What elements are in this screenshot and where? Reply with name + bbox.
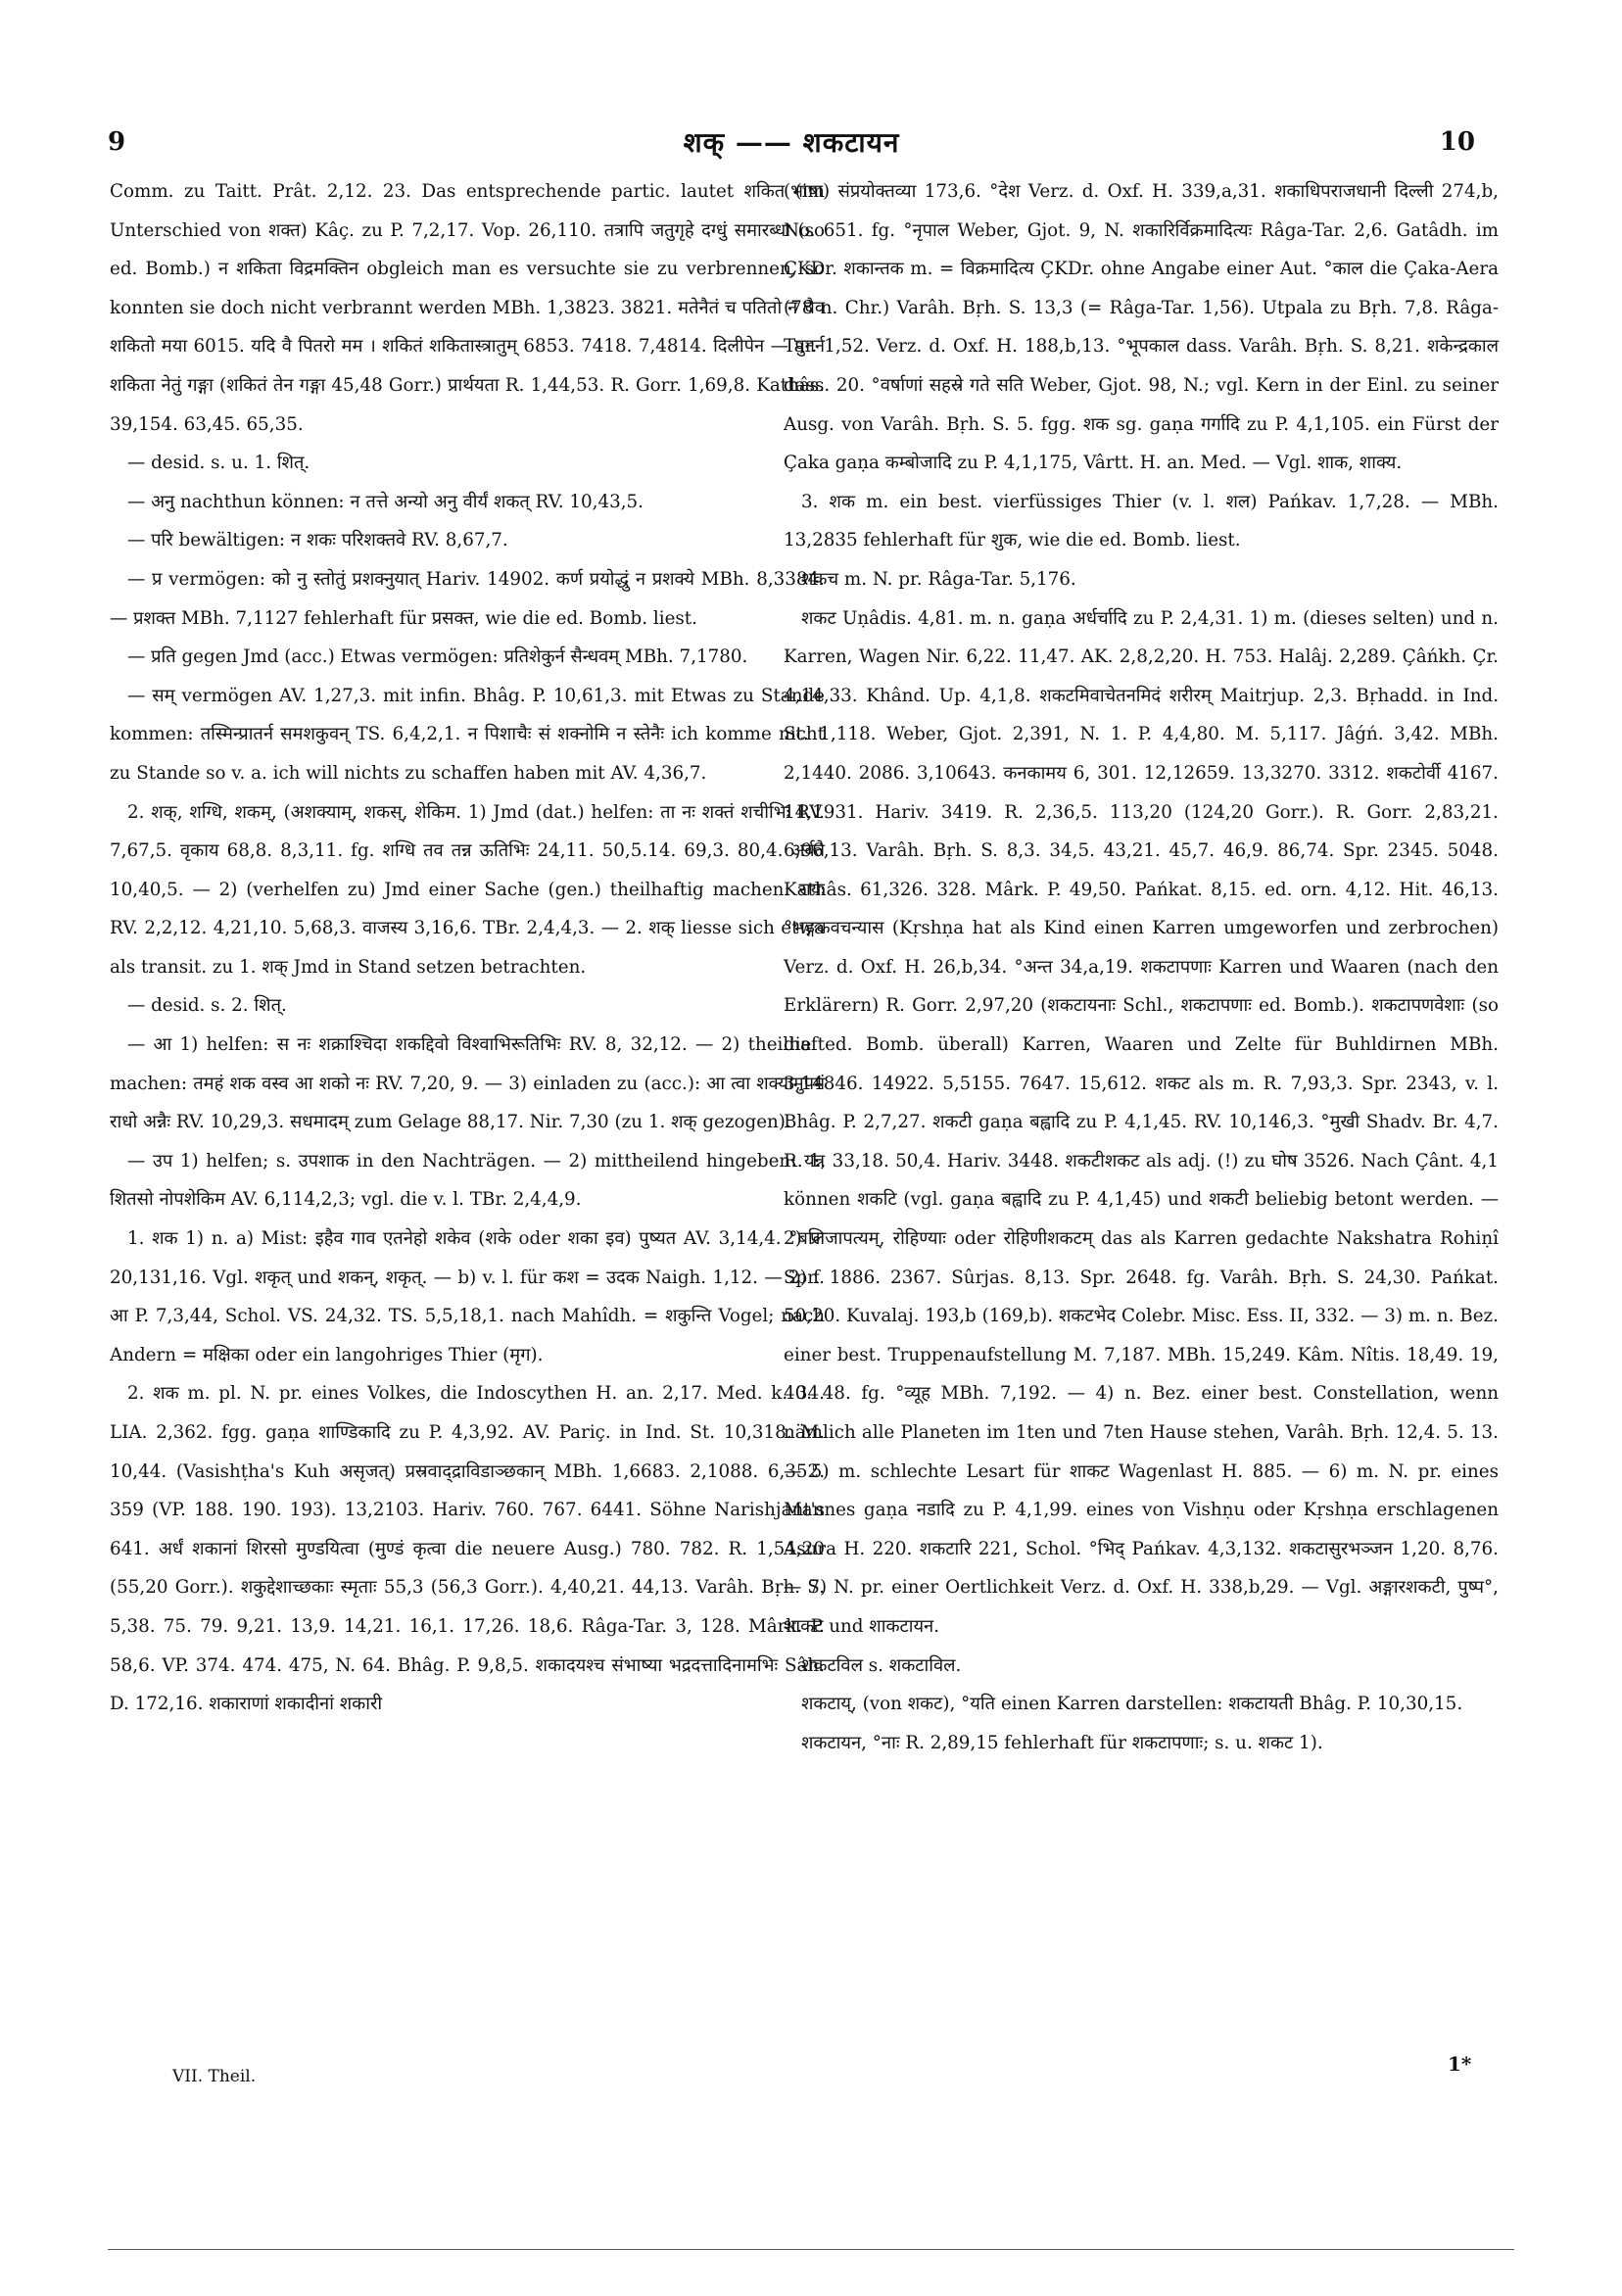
page-header — [108, 118, 1475, 167]
page-number-right: 10 — [1439, 127, 1475, 157]
entry-paragraph: Comm. zu Taitt. Prât. 2,12. 23. Das entsprechende partic. lautet शकित (im Unterschied von शक्त) Kâç. zu P. 7,2,17. Vop. 26,110. तत्रापि जतुगृहे दग्धुं समारब्धा (so ed. Bomb.) न शकिता विद्रमक्तिन obgleich man es versuchte sie zu verbrennen, so konnten sie doch nicht verbrannt werden MBh. 1,3823. 3821. मतेनैतं च पतितो न चैव शकितो मया 6015. यदि वै पितरो मम । शकितं शकितास्त्रातुम् 6853. 7418. 7,4814. दिलीपेन — पुनर्न शकिता नेतुं गङ्गा (शकितं तेन गङ्गा 45,48 Gorr.) प्रार्थयता R. 1,44,53. R. Gorr. 1,69,8. Kathâs. 39,154. 63,45. 65,35. — [110, 181, 825, 435]
entry-paragraph: — desid. s. u. 1. शित्. — [127, 453, 310, 474]
entry-paragraph: — अनु nachthun können: न तत्ते अन्यो अनु वीर्यं शकत् RV. 10,43,5. — [127, 491, 644, 512]
volume-label: VII. Theil. — [172, 2067, 257, 2086]
right-column — [784, 172, 1499, 1762]
entry-paragraph: — प्र vermögen: को नु स्तोतुं प्रशक्नुयात् Hariv. 14902. कर्ण प्रयोद्धुं न प्रशक्ये MBh. 8,3384. — प्रशक्त MBh. 7,1127 fehlerhaft für प्रसक्त, wie die ed. Bomb. liest. — [110, 568, 825, 629]
entry-paragraph: 1. शक 1) n. a) Mist: इहैव गाव एतनेहो शकेव (शके oder शका इव) पुष्यत AV. 3,14,4. °बलि 20,131,16. Vgl. शकृत् und शकन्, शकृत्. — b) v. l. für कश = उदक Naigh. 1,12. — 2) f. आ P. 7,3,44, Schol. VS. 24,32. TS. 5,5,18,1. nach Mahîdh. = शकुन्ति Vogel; nach Andern = मक्षिका oder ein langohriges Thier (मृग). — [110, 1228, 825, 1365]
entry-paragraph: शकट Uṇâdis. 4,81. m. n. gaṇa अर्धर्चादि zu P. 2,4,31. 1) m. (dieses selten) und n. Karren, Wagen Nir. 6,22. 11,47. AK. 2,8,2,20. H. 753. Halâj. 2,289. Çâńkh. Çr. 4,14,33. Khând. Up. 4,1,8. शकटमिवाचेतनमिदं शरीरम् Maitrjup. 2,3. Bṛhadd. in Ind. St. 1,118. Weber, Gjot. 2,391, N. 1. P. 4,4,80. M. 5,117. Jâǵń. 3,42. MBh. 2,1440. 2086. 3,10643. कनकामय 6, 301. 12,12659. 13,3270. 3312. शकटोर्वी 4167. 14,1931. Hariv. 3419. R. 2,36,5. 113,20 (124,20 Gorr.). R. Gorr. 2,83,21. 6,96,13. Varâh. Bṛh. S. 8,3. 34,5. 43,21. 45,7. 46,9. 86,74. Spr. 2345. 5048. Kathâs. 61,326. 328. Mârk. P. 49,50. Pańkat. 8,15. ed. orn. 4,12. Hit. 46,13. °भङ्गकवचन्यास (Kṛshṇa hat als Kind einen Karren umgeworfen und zerbrochen) Verz. d. Oxf. H. 26,b,34. °अन्त 34,a,19. शकटापणाः Karren und Waaren (nach den Erklärern) R. Gorr. 2,97,20 (शकटायनाः Schl., शकटापणाः ed. Bomb.). शकटापणवेशाः (so die ed. Bomb. überall) Karren, Waaren und Zelte für Buhldirnen MBh. 3,14846. 14922. 5,5155. 7647. 15,612. शकट als m. R. 7,93,3. Spr. 2343, v. l. Bhâg. P. 2,7,27. शकटी gaṇa बह्वादि zu P. 4,1,45. RV. 10,146,3. °मुखी Shadv. Br. 4,7. R. 1, 33,18. 50,4. Hariv. 3448. शकटीशकट als adj. (!) zu घोष 3526. Nach Çânt. 4,1 können शकटि (vgl. gaṇa बह्वादि zu P. 4,1,45) und शकटी beliebig betont werden. — 2) प्राजापत्यम्, रोहिण्याः oder रोहिणीशकटम् das als Karren gedachte Nakshatra Rohiṇî Spr. 1886. 2367. Sûrjas. 8,13. Spr. 2648. fg. Varâh. Bṛh. S. 24,30. Pańkat. 50,20. Kuvalaj. 193,b (169,b). शकटभेद Colebr. Misc. Ess. II, 332. — 3) m. n. Bez. einer best. Truppenaufstellung M. 7,187. MBh. 15,249. Kâm. Nîtis. 18,49. 19, 40. 48. fg. °व्यूह MBh. 7,192. — 4) n. Bez. einer best. Constellation, wenn nämlich alle Planeten im 1ten und 7ten Hause stehen, Varâh. Bṛh. 12,4. 5. 13. — 5) m. schlechte Lesart für शाकट Wagenlast H. 885. — 6) m. N. pr. eines Mannes gaṇa नडादि zu P. 4,1,99. eines von Vishṇu oder Kṛshṇa erschlagenen Asura H. 220. शकटारि 221, Schol. °भिद् Pańkav. 4,3,132. शकटासुरभञ्जन 1,20. 8,76. — 7) N. pr. einer Oertlichkeit Verz. d. Oxf. H. 338,b,29. — Vgl. अङ्गारशकटी, पुष्प°, शाकट und शाकटायन. — [784, 607, 1499, 1637]
entry-paragraph: शकटायन, °नाः R. 2,89,15 fehlerhaft für शकटापणाः; s. u. शकट 1). — [801, 1732, 1323, 1753]
entry-paragraph: — प्रति gegen Jmd (acc.) Etwas vermögen: प्रतिशेकुर्न सैन्धवम् MBh. 7,1780. — [127, 646, 748, 668]
entry-paragraph: 3. शक m. ein best. vierfüssiges Thier (v. l. शल) Pańkav. 1,7,28. — MBh. 13,2835 fehlerhaft für शुक, wie die ed. Bomb. liest. — [784, 491, 1499, 551]
entry-paragraph: शकटाय्, (von शकट), °यति einen Karren darstellen: शकटायती Bhâg. P. 10,30,15. — [801, 1694, 1463, 1715]
entry-paragraph: — आ 1) helfen: स नः शक्राश्चिदा शकद्दिवो विश्वाभिरूतिभिः RV. 8, 32,12. — 2) theilhaft machen: तमहं शक वस्व आ शको नः RV. 7,20, 9. — 3) einladen zu (acc.): आ त्वा शक्यामुपमं राधो अन्नैः RV. 10,29,3. सधमादम् zum Gelage 88,17. Nir. 7,30 (zu 1. शक् gezogen). — [110, 1034, 825, 1133]
left-column — [110, 172, 825, 1724]
entry-paragraph: (भाषा) संप्रयोक्तव्या 173,6. °देश Verz. d. Oxf. H. 339,a,31. शकाधिपराजधानी दिल्ली 274,b, No. 651. fg. °नृपाल Weber, Gjot. 9, N. शकारिर्विक्रमादित्यः Râga-Tar. 2,6. Gatâdh. im ÇKDr. शकान्तक m. = विक्रमादित्य ÇKDr. ohne Angabe einer Aut. °काल die Çaka-Aera (78 n. Chr.) Varâh. Bṛh. S. 13,3 (= Râga-Tar. 1,56). Utpala zu Bṛh. 7,8. Râga-Tar. 1,52. Verz. d. Oxf. H. 188,b,13. °भूपकाल dass. Varâh. Bṛh. S. 8,21. शकेन्द्रकाल dass. 20. °वर्षाणां सहस्रे गते सति Weber, Gjot. 98, N.; vgl. Kern in der Einl. zu seiner Ausg. von Varâh. Bṛh. S. 5. fgg. शक sg. gaṇa गर्गादि zu P. 4,1,105. ein Fürst der Çaka gaṇa कम्बोजादि zu P. 4,1,175, Vârtt. H. an. Med. — Vgl. शाक, शाक्य. — [784, 181, 1499, 474]
entry-paragraph: — उप 1) helfen; s. उपशाक in den Nachträgen. — 2) mittheilend hingeben: यन्न शितसो नोपशेकिम AV. 6,114,2,3; vgl. die v. l. TBr. 2,4,4,9. — [110, 1150, 825, 1211]
page-title: शक् —— शकटायन — [683, 126, 900, 159]
bottom-rule — [108, 2249, 1514, 2250]
page-number-left: 9 — [108, 127, 126, 157]
entry-paragraph: 2. शक्, शग्धि, शकम्, (अशक्याम्, शकस्, शेकिम. 1) Jmd (dat.) helfen: ता नः शक्तं शचीभिः RV. 7,67,5. वृकाय 68,8. 8,3,11. fg. शग्धि तव तन्न ऊतिभिः 24,11. 50,5.14. 69,3. 80,4. अर्वते 10,40,5. — 2) (verhelfen zu) Jmd einer Sache (gen.) theilhaftig machen: रायः RV. 2,2,12. 4,21,10. 5,68,3. वाजस्य 3,16,6. TBr. 2,4,4,3. — 2. शक् liesse sich etwa als transit. zu 1. शक् Jmd in Stand setzen betrachten. — [110, 801, 825, 978]
entry-paragraph: — परि bewältigen: न शकः परिशक्तवे RV. 8,67,7. — [127, 530, 508, 551]
entry-paragraph: — सम् vermögen AV. 1,27,3. mit infin. Bhâg. P. 10,61,3. mit Etwas zu Stande kommen: तस्मिन्प्रातर्न समशकुवन् TS. 6,4,2,1. न पिशाचैः सं शक्नोमि न स्तेनैः ich komme nicht zu Stande so v. a. ich will nichts zu schaffen haben mit AV. 4,36,7. — [110, 685, 825, 784]
signature-mark: 1* — [1448, 2052, 1472, 2076]
entry-paragraph: शकटविल s. शकटाविल. — [801, 1654, 962, 1676]
entry-paragraph: 2. शक m. pl. N. pr. eines Volkes, die Indoscythen H. an. 2,17. Med. k. 34. LIA. 2,362. fgg. gaṇa शाण्डिकादि zu P. 4,3,92. AV. Pariç. in Ind. St. 10,318. M. 10,44. (Vasishṭha's Kuh असृजत्) प्रस्रवाद्द्राविडाञ्छकान् MBh. 1,6683. 2,1088. 6,352. 359 (VP. 188. 190. 193). 13,2103. Hariv. 760. 767. 6441. Söhne Narishjant's 641. अर्धं शकानां शिरसो मुण्डयित्वा (मुण्डं कृत्वा die neuere Ausg.) 780. 782. R. 1,54,20 (55,20 Gorr.). शकुद्देशाच्छकाः स्मृताः 55,3 (56,3 Gorr.). 4,40,21. 44,13. Varâh. Bṛh. S. 5,38. 75. 79. 9,21. 13,9. 14,21. 16,1. 17,26. 18,6. Râga-Tar. 3, 128. Mârk. P. 58,6. VP. 374. 474. 475, N. 64. Bhâg. P. 9,8,5. शकादयश्च संभाष्या भद्रदत्तादिनामभिः Sâh. D. 172,16. शकाराणां शकादीनां शकारी — [110, 1383, 825, 1715]
entry-paragraph: — desid. s. 2. शित्. — [127, 995, 287, 1017]
entry-paragraph: शकच m. N. pr. Râga-Tar. 5,176. — [801, 568, 1076, 590]
